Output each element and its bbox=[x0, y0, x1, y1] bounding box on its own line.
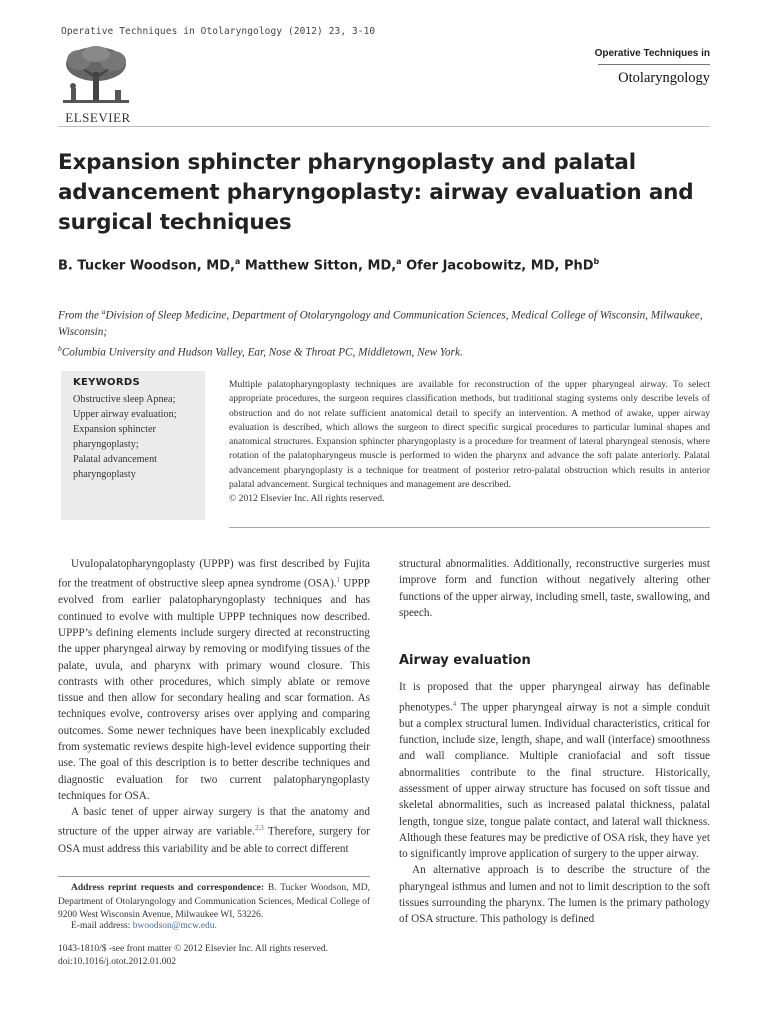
keyword-item: Upper airway evaluation; bbox=[73, 409, 177, 420]
affiliation-b: Columbia University and Hudson Valley, Ear, Nose & Throat PC, Middletown, New York. bbox=[61, 346, 463, 359]
keyword-item: Palatal advancement pharyngoplasty bbox=[73, 454, 158, 480]
section-heading: Airway evaluation bbox=[399, 653, 531, 669]
brand-divider bbox=[598, 64, 710, 65]
paragraph-text: It is proposed that the upper pharyngeal airway has definable phenotypes. bbox=[399, 681, 710, 714]
journal-brand-subtitle: Operative Techniques in bbox=[594, 48, 710, 59]
journal-reference: Operative Techniques in Otolaryngology (2012) 23, 3-10 bbox=[61, 26, 376, 37]
header-divider bbox=[58, 126, 710, 127]
article-title: Expansion sphincter pharyngoplasty and palatal advancement pharyngoplasty: airway evaluation and surgical techniques bbox=[58, 150, 694, 235]
footnote-email-line bbox=[71, 921, 217, 931]
abstract-divider bbox=[229, 527, 710, 528]
paragraph-text: A basic tenet of upper airway surgery is that the anatomy and structure of the upper airway are variable. bbox=[58, 806, 370, 839]
footnote-text: B. Tucker Woodson, MD, Department of Otolaryngology and Communication Sciences, Medical College of 9200 West Wisconsin Avenue, Milwaukee WI, 53226. bbox=[58, 883, 370, 920]
author-affiliation-marker: a bbox=[234, 257, 241, 266]
body-paragraph bbox=[399, 679, 710, 862]
affiliation-marker: b bbox=[58, 343, 62, 353]
body-column-left bbox=[58, 556, 370, 857]
body-paragraph bbox=[58, 804, 370, 857]
author-affiliation-marker: a bbox=[396, 257, 402, 266]
abstract bbox=[229, 378, 710, 507]
citation-link[interactable]: 4 bbox=[452, 699, 457, 708]
footnote-label: Address reprint requests and correspondence: bbox=[71, 883, 265, 893]
doi-line: doi:10.1016/j.otot.2012.01.002 bbox=[58, 957, 176, 967]
paragraph-text: The upper pharyngeal airway is not a simple conduit but a complex structural lumen. Individual characteristics, critical for function, include size, length, shape, and wall (interface) smoothness and wall compliance. Multiple craniofacial and soft tissue abnormalities contribute to the final structure. Historically, assessment of upper airway structure has focused on soft tissue and skeletal abnormalities, such as increased palatal thickness, palatal length, tongue size, tongue palate contact, and lateral wall thickness. Although these features may be predictive of OSA risk, they have yet to significantly improve application of surgery to the upper airway. bbox=[399, 701, 710, 861]
paragraph-text: UPPP evolved from earlier palatopharyngoplasty techniques and has continued to evolve with multiple UPPP techniques now described. UPPP’s defining elements include surgery directed at reconstructing the upper pharyngeal airway by removing or modifying tissues of the palate, uvula, and pharynx with primary wound closure. This contrasts with other procedures, which simply ablate or remove tissue and then allow for secondary healing and scar formation. As techniques evolve, controversy arises over applying and comparing outcomes. Some newer techniques have been inexplicably excluded from systematic reviews despite high-level evidence supporting their use. The goal of this description is to better describe techniques and diagnostic evaluation for two current palatopharyngoplasty techniques for OSA. bbox=[58, 578, 370, 802]
author-list bbox=[58, 257, 599, 273]
affiliations bbox=[58, 304, 710, 361]
citation-link[interactable]: 1 bbox=[336, 576, 341, 585]
email-label: E-mail address: bbox=[71, 921, 133, 931]
author-name: Matthew Sitton, MD, bbox=[244, 258, 397, 274]
abstract-text: Multiple palatopharyngoplasty techniques are available for reconstruction of the upper pharyngeal airway. To select appropriate procedures, the surgeon requires classification methods, but traditional staging systems only describe levels of obstruction and do not relate sufficient anatomical detail to specify an intervention. A method of awake, upper airway evaluation is described, which allows the surgeon to direct specific surgical procedures to particular luminal shapes and anatomical structures. Expansion sphincter pharyngoplasty is a procedure for treatment of lateral pharyngeal stenosis, where rotation of the palatopharyngeus muscle is performed to widen the pharynx and advance the soft palate anteriorly. Palatal advancement pharyngoplasty is a technique for treatment of posterior retro-palatal obstruction which results in anterior palatal advancement. Surgical techniques and management are described. bbox=[229, 379, 710, 491]
keywords-list bbox=[73, 392, 201, 482]
body-paragraph bbox=[58, 556, 370, 804]
body-column-right bbox=[399, 556, 710, 928]
keyword-item: Obstructive sleep Apnea; bbox=[73, 394, 176, 405]
footnote-divider bbox=[58, 876, 370, 877]
email-link[interactable]: bwoodson@mcw.edu. bbox=[132, 921, 217, 931]
affiliation-a: Division of Sleep Medicine, Department of Otolaryngology and Communication Sciences, Medical College of Wisconsin, Milwaukee, Wisconsin; bbox=[58, 309, 703, 339]
journal-brand-title: Otolaryngology bbox=[618, 70, 710, 86]
issn-line: 1043-1810/$ -see front matter © 2012 Elsevier Inc. All rights reserved. bbox=[58, 944, 328, 954]
keywords-heading: KEYWORDS bbox=[73, 377, 140, 388]
affiliation-marker: a bbox=[101, 307, 106, 316]
affiliation-prefix: From the bbox=[58, 309, 102, 322]
abstract-copyright: © 2012 Elsevier Inc. All rights reserved. bbox=[229, 493, 385, 505]
body-paragraph: An alternative approach is to describe the structure of the pharyngeal isthmus and lumen and not to limit description to the soft tissues surrounding the pharynx. The lumen is the primary pathology of OSA structure. This pathology is defined bbox=[399, 864, 710, 926]
keyword-item: Expansion sphincter pharyngoplasty; bbox=[73, 424, 156, 450]
author-affiliation-marker: b bbox=[593, 257, 600, 266]
author-name: Ofer Jacobowitz, MD, PhD bbox=[406, 258, 594, 274]
correspondence-footnote bbox=[58, 882, 370, 923]
paragraph-text: Therefore, surgery for OSA must address this variability and be able to correct different bbox=[58, 826, 370, 855]
publisher-name: ELSEVIER bbox=[65, 110, 131, 125]
author-name: B. Tucker Woodson, MD, bbox=[58, 258, 235, 274]
citation-link[interactable]: 2,3 bbox=[254, 824, 264, 833]
paragraph-text: Uvulopalatopharyngoplasty (UPPP) was first described by Fujita for the treatment of obstructive sleep apnea syndrome (OSA). bbox=[58, 558, 370, 591]
body-paragraph-continued: structural abnormalities. Additionally, reconstructive surgeries must improve form and function without negatively altering other functions of the upper airway, including smell, taste, swallowing, and speech. bbox=[399, 558, 710, 619]
